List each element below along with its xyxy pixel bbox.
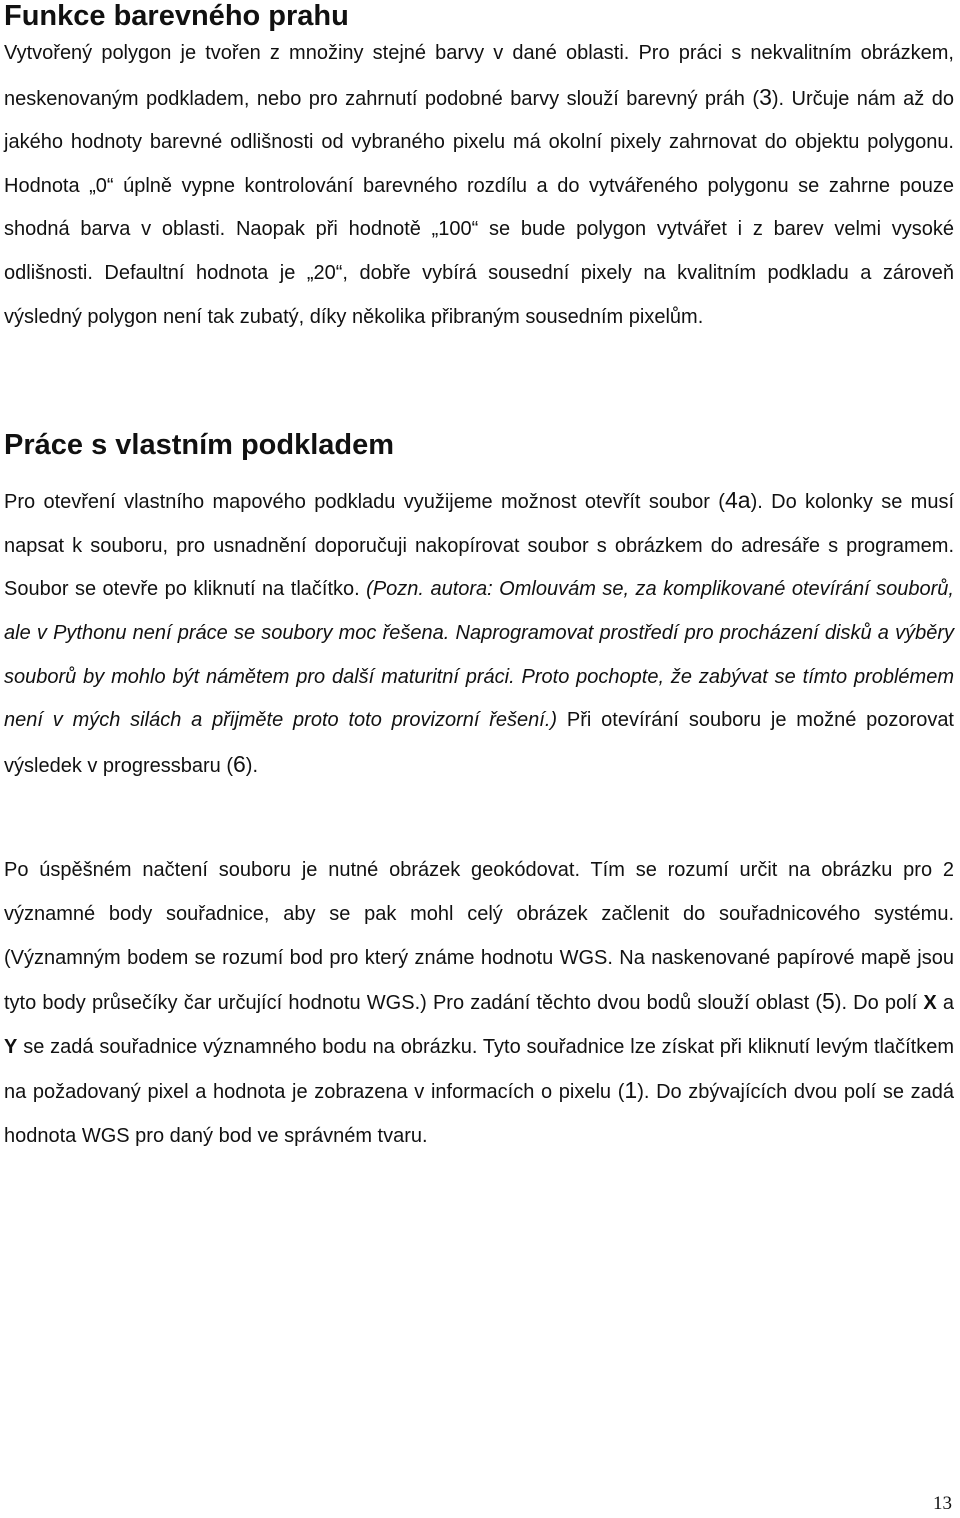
figure-ref-4a: 4a bbox=[724, 487, 751, 514]
section-title-own-map: Práce s vlastním podkladem bbox=[4, 429, 395, 462]
figure-ref-3: 3 bbox=[759, 83, 772, 110]
figure-ref-5: 5 bbox=[821, 988, 835, 1015]
section-title-color-threshold: Funkce barevného prahu bbox=[4, 0, 349, 32]
page-number: 13 bbox=[933, 1493, 952, 1514]
paragraph-color-threshold: Vytvořený polygon je tvořen z množiny stejné barvy v dané oblasti. Pro práci s nekvalitním obrázkem, neskenovaným podkladem, nebo pro zahrnutí podobné barvy slouží barevný práh (3). Určuje nám až do jakého hodnoty barevné odlišnosti od vybraného pixelu má okolní pixely zahrnovat do objektu polygonu. Hodnota „0“ úplně vypne kontrolování barevného rozdílu a do vytvářeného polygonu se zahrne pouze shodná barva v oblasti. Naopak při hodnotě „100“ se bude polygon vytvářet i z barev velmi vysoké odlišnosti. Defaultní hodnota je „20“, dobře vybírá sousední pixely na kvalitním podkladu a zároveň výsledný polygon není tak zubatý, díky několika přibraným sousedním pixelům. bbox=[4, 42, 954, 328]
figure-ref-6: 6 bbox=[232, 750, 246, 777]
figure-ref-1: 1 bbox=[624, 1077, 638, 1104]
document-page bbox=[4, 0, 954, 1158]
paragraph-own-map: Pro otevření vlastního mapového podkladu využijeme možnost otevřít soubor (4a). Do kolonky se musí napsat k souboru, pro usnadnění doporučuji nakopírovat soubor s obrázkem do adresáře s programem. Soubor se otevře po kliknutí na tlačítko. (Pozn. autora: Omlouvám se, za komplikované otevírání souborů, ale v Pythonu není práce se soubory moc řešena. Naprogramovat prostředí pro procházení disků a výběry souborů by mohlo být námětem pro další maturitní práci. Proto pochopte, že zabývat se tímto problémem není v mých silách a přijměte proto toto provizorní řešení.) Při otevírání souboru je možné pozorovat výsledek v progressbaru (6). bbox=[4, 487, 954, 777]
paragraph-geocoding: Po úspěšném načtení souboru je nutné obrázek geokódovat. Tím se rozumí určit na obrázku pro 2 významné body souřadnice, aby se pak mohl celý obrázek začlenit do souřadnicového systému. (Významným bodem se rozumí bod pro který známe hodnotu WGS. Na naskenované papírové mapě jsou tyto body průsečíky čar určující hodnotu WGS.) Pro zadání těchto dvou bodů slouží oblast (5). Do polí X a Y se zadá souřadnice významného bodu na obrázku. Tyto souřadnice lze získat při kliknutí levým tlačítkem na požadovaný pixel a hodnota je zobrazena v informacích o pixelu (1). Do zbývajících dvou polí se zadá hodnota WGS pro daný bod ve správném tvaru. bbox=[4, 859, 955, 1147]
field-x-label: X bbox=[923, 992, 937, 1015]
field-y-label: Y bbox=[4, 1035, 18, 1058]
author-note: (Pozn. autora: Omlouvám se, za komplikované otevírání souborů, ale v Pythonu není práce se soubory moc řešena. Naprogramovat prostředí pro procházení disků a výběry souborů by mohlo být námětem pro další maturitní práci. Proto pochopte, že zabývat se tímto problémem není v mých silách a přijměte proto toto provizorní řešení.) bbox=[4, 578, 954, 732]
